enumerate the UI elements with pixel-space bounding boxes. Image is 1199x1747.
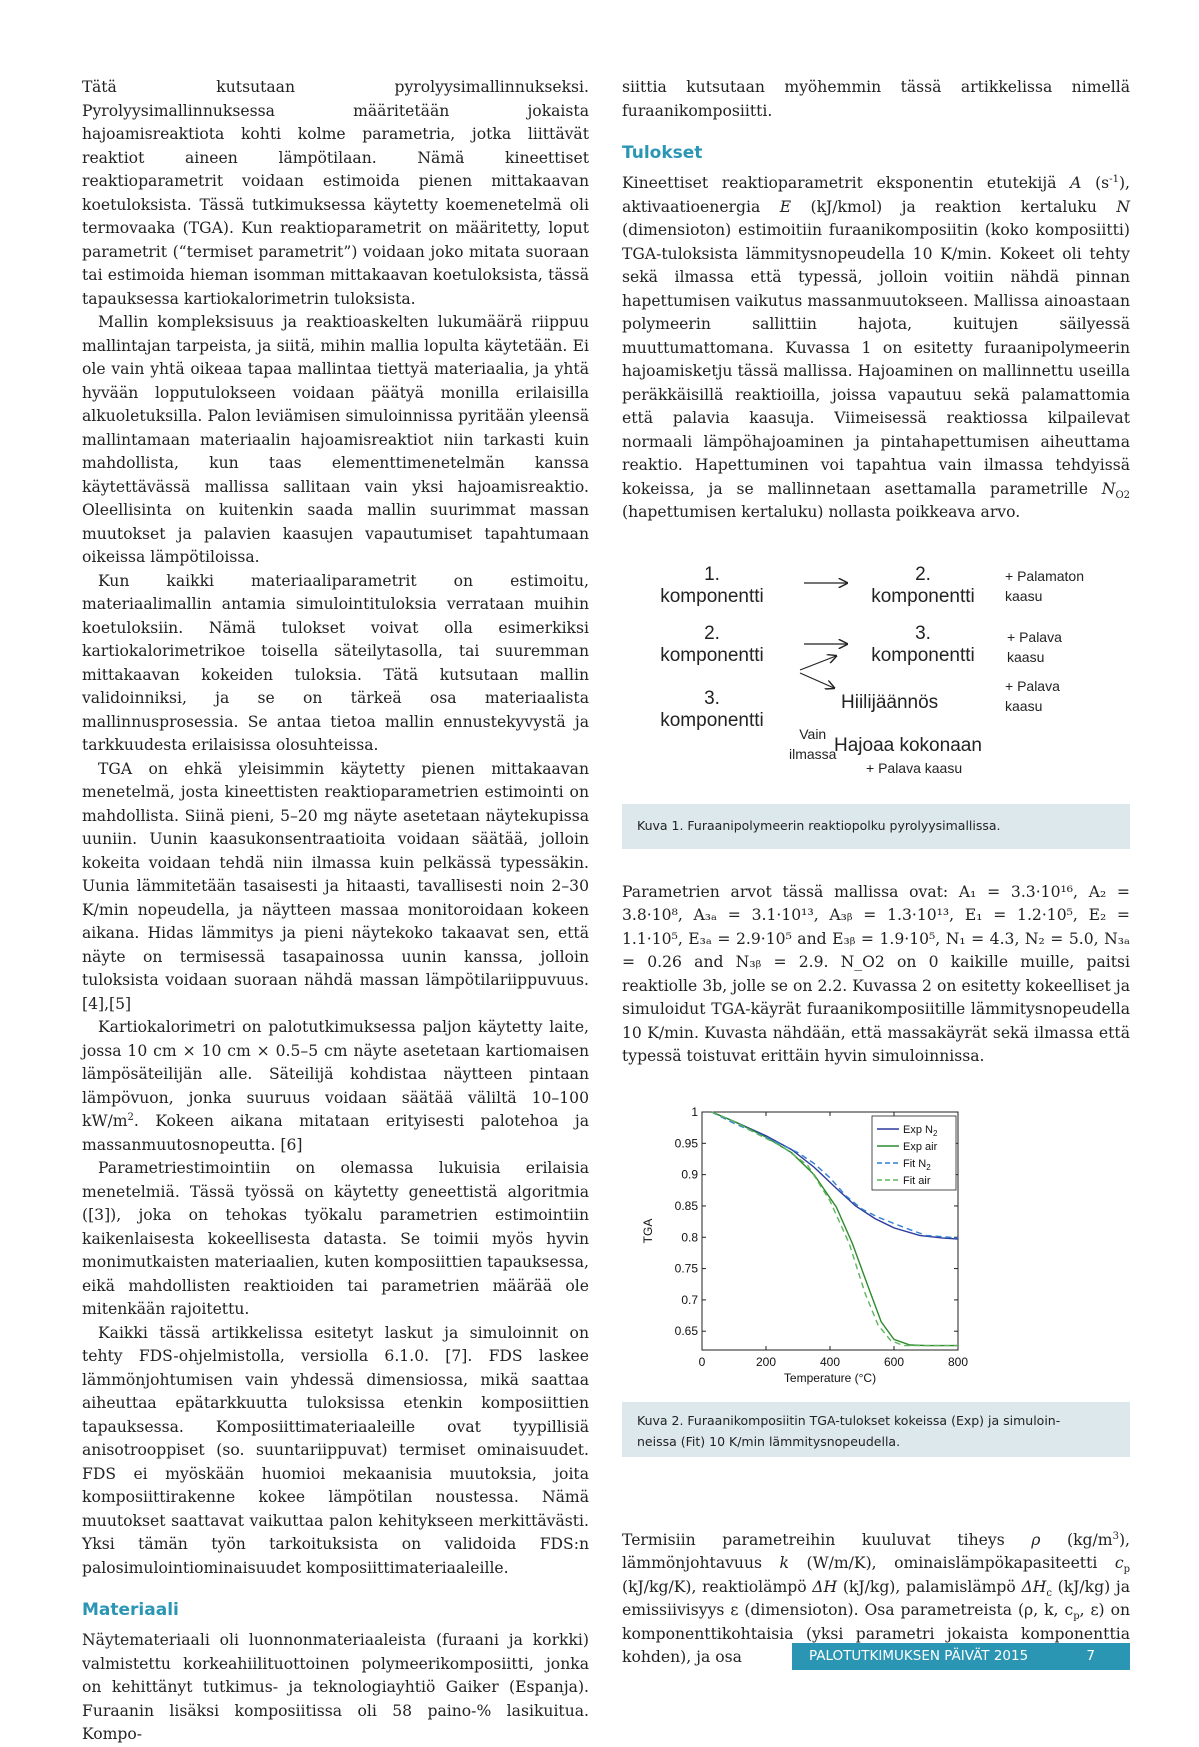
gas-label-flammable: + Palava kaasu (866, 760, 963, 776)
legend-label: Exp air (903, 1141, 938, 1153)
page-footer (792, 1643, 1130, 1670)
text: (hapettumisen kertaluku) nollasta poikkeava arvo. (622, 503, 1021, 521)
component-number: 3. (915, 623, 931, 644)
component-number: 1. (704, 564, 720, 585)
paragraph (82, 1016, 589, 1157)
reaction-path-diagram (622, 552, 1130, 776)
y-tick-label: 1 (691, 1105, 698, 1119)
gas-label-line: + Palava (1005, 678, 1060, 694)
subscript: p (1123, 1564, 1130, 1576)
component-word: komponentti (871, 645, 975, 666)
x-tick-label: 0 (698, 1355, 706, 1369)
arrow-3-to-full-decomposition (800, 673, 834, 688)
y-axis-label: TGA (641, 1218, 655, 1244)
x-axis-label: Temperature (°C) (783, 1371, 877, 1385)
text: (kJ/kg/K), reaktiolämpö (622, 1577, 813, 1596)
chart-svg (641, 1100, 1060, 1390)
symbol: ΔH (812, 1577, 838, 1596)
component-word: komponentti (660, 586, 764, 607)
legend-subscript: 2 (932, 1129, 938, 1138)
text: (W/m/K), ominaislämpökapasiteetti (789, 1554, 1115, 1572)
subscript: c (1046, 1587, 1052, 1599)
footer-page-number: 7 (1086, 1648, 1095, 1664)
superscript: 3 (1112, 1530, 1119, 1542)
paragraph: Kaikki tässä artikkelissa esitetyt laskut ja simuloinnit on tehty FDS-ohjelmistolla, versiolla 6.1.0. [7]. FDS laskee lämmönjohtumisen vain yhdessä dimensiossa, mikä saattaa aiheuttaa epätarkkuutta tuloksissa etenkin komposiittien tapauksessa. Komposiittimateriaaleille ovat tyypillisiä anisotrooppiset (so. suuntariippuvat) termiset ominaisuudet. FDS ei myöskään huomioi mekaanisia muutoksia, joita komposiittirakenne kokee lämpötilan noustessa. Nämä muutokset saattavat vaikuttaa palon kehitykseen merkittävästi. Yksi tämän työn tarkoituksista on validoida FDS:n palosimulointiominaisuudet komposiittimateriaaleille. (82, 1323, 589, 1577)
paragraph: TGA on ehkä yleisimmin käytetty pienen mittakaavan menetelmä, josta kineettisten reaktioparametrien estimointi on mahdollista. Siinä pieni, 5–20 mg näyte asetetaan näytekupissa uuniin. Uunin kaasukonsentraatioita voidaan säätää, jolloin kokeita voidaan tehdä niin ilmassa kuin pelkässä typessäkin. Uunia lämmitetään tasaisesti ja hitaasti, tavallisesti noin 2–30 K/min nopeudella, ja näytteen massaa monitoroidaan kokeen aikana. Hidas lämmitys ja pieni näytekoko takaavat sen, että näyte on termisessä tasapainossa uunin kanssa, jolloin tuloksista voidaan suoraan nähdä massan lämpötilariippuvuus. [4],[5] (82, 759, 589, 1013)
subscript: O2 (1115, 489, 1130, 501)
text: (kJ/kg) ja emissiivisyys ε (dimensioton). Osa parametreista (ρ, k, c (622, 1577, 1130, 1619)
symbol: c (1114, 1554, 1124, 1572)
label-line: Vain (799, 726, 827, 742)
tga-chart (641, 1100, 1060, 1390)
gas-label-line: kaasu (1005, 588, 1043, 604)
gas-label-line: kaasu (1005, 698, 1043, 714)
text: Kartiokalorimetri on palotutkimuksessa paljon käytetty laite, jossa 10 cm × 10 cm × 0.5–5 cm näyte asetetaan kartiomaisen lämpösäteilijän alle. Säteilijä kohdistaa näytteen pintaan lämpövuon, jonka suuruus voidaan säätää väliltä 10–100 kW/m (82, 1018, 589, 1130)
text: (dimensioton) estimoitiin furaanikomposiitin (koko komposiitti) TGA-tuloksista lämmitysnopeudella 10 K/min. Kokeet oli tehty sekä ilmassa että typessä, jolloin voitiin nähdä pinnan hapettumisen vaikutus massanmuutokseen. Mallissa ainoastaan polymeerin sallittiin hajota, kuitujen säilyessä muuttumattomana. Kuvassa 1 on esitetty furaanipolymeerin hajoamisketju tässä mallissa. Hajoaminen on mallinnettu useilla peräkkäisillä reaktioilla, joissa vapautuu sekä palamattomia että palavia kaasuja. Viimeisessä reaktiossa kilpailevat normaali lämpöhajoaminen ja pintahapettumisen aiheuttama reaktio. Hapettuminen voi tapahtua vain ilmassa tehdyissä kokeissa, ja se mallinnetaan asettamalla parametrille (622, 221, 1130, 498)
symbol: ρ (1031, 1530, 1041, 1549)
caption-line: Kuva 2. Furaanikomposiitin TGA-tulokset kokeissa (Exp) ja simuloin- (637, 1413, 1061, 1428)
paragraph: Tätä kutsutaan pyrolyysimallinnukseksi. Pyrolyysimallinnuksessa määritetään jokaista hajoamisreaktiota kohti kolme parametria, jotka liittävät reaktiot aineen lämpötilaan. Nämä kineettiset reaktioparametrit voidaan estimoida pienen mittakaavan koetuloksista. Tässä tutkimuksessa käytetty koemenetelmä oli termovaaka (TGA). Kun reaktioparametrit on määritetty, loput parametrit (“termiset parametrit”) voidaan joko mitata suoraan tai estimoida hieman isomman mittakaavan koetuloksista, tässä tapauksessa kartiokalorimetrin tuloksista. (82, 78, 589, 308)
gas-label-line: + Palamaton (1005, 568, 1084, 584)
text: (kg/m (1040, 1530, 1113, 1549)
gas-label-line: kaasu (1007, 649, 1045, 665)
only-in-air-label (789, 724, 836, 764)
component-2-label (622, 623, 802, 667)
gas-label-line: + Palava (1007, 629, 1062, 645)
y-tick-label: 0.9 (681, 1167, 698, 1182)
section-heading-tulokset: Tulokset (622, 143, 703, 163)
y-tick-label: 0.85 (674, 1198, 698, 1213)
component-number: 2. (704, 623, 720, 644)
component-2-label (848, 564, 998, 608)
gas-label-flammable (1007, 627, 1062, 667)
symbol: E (779, 197, 792, 216)
paragraph: Kun kaikki materiaaliparametrit on estimoitu, materiaalimallin antamia simulointituloksia verrataan muihin koetuloksiin. Nämä tulokset voivat olla esimerkiksi kartiokalorimetrikoe toisella säteilytasolla, tai suuremman mittakaavan kokeiden tuloksia. Tätä kutsutaan mallin validoinniksi, ja se on tärkeä osa materiaalista mallinnusprosessia. Se antaa tietoa mallin ennustekyvystä ja tarkkuudesta erilaisissa olosuhteissa. (82, 571, 589, 754)
component-word: komponentti (660, 645, 764, 666)
component-3-label (848, 623, 998, 667)
paragraph: siittia kutsutaan myöhemmin tässä artikkelissa nimellä furaanikomposiitti. (622, 78, 1130, 120)
char-residue-label: Hiilijäännös (841, 692, 939, 713)
text: ), aktivaatioenergia (622, 174, 1130, 216)
y-tick-label: 0.95 (674, 1136, 698, 1151)
y-tick-label: 0.65 (674, 1324, 698, 1339)
y-tick-label: 0.8 (681, 1230, 698, 1245)
figure-1-caption: Kuva 1. Furaanipolymeerin reaktiopolku pyrolyysimallissa. (622, 804, 1130, 849)
symbol: ΔH (1021, 1577, 1047, 1596)
paragraph: Näytemateriaali oli luonnonmateriaaleista (furaani ja korkki) valmistettu korkeahiilituottoinen polymeerikomposiitti, jonka on kehittänyt tutkimus- ja teknologiayhtiö Gaiker (Espanja). Furaanin lisäksi komposiitissa oli 58 paino-% lasikuitua. Kompo- (82, 1631, 589, 1743)
text: (s (1081, 174, 1110, 192)
full-decomposition-label: Hajoaa kokonaan (834, 735, 982, 756)
component-3-label (622, 688, 802, 732)
subscript: p (1073, 1611, 1080, 1623)
component-1-label (622, 564, 802, 608)
symbol: N (1101, 479, 1116, 498)
legend-label: Fit $N_2$ (903, 1158, 931, 1172)
component-word: komponentti (871, 586, 975, 607)
paragraph: Parametrien arvot tässä mallissa ovat: A₁ = 3.3·10¹⁶, A₂ = 3.8·10⁸, A₃ₐ = 3.1·10¹³, A₃ᵦ = 1.3·10¹³, E₁ = 1.2·10⁵, E₂ = 1.1·10⁵, E₃ₐ = 2.9·10⁵ and E₃ᵦ = 1.9·10⁵, N₁ = 4.3, N₂ = 5.0, N₃ₐ = 0.26 and N₃ᵦ = 2.9. N_O2 on 0 kaikille muille, paitsi reaktiolle 3b, jolle se on 2.2. Kuvassa 2 on esitetty kokeelliset ja simuloidut TGA-käyrät furaanikomposiitille lämmitysnopeudella 10 K/min. Kuvasta nähdään, että massakäyrät sekä ilmassa että typessä toistuvat erittäin hyvin simuloinnissa. (622, 882, 1130, 1065)
paragraph (622, 172, 1130, 525)
superscript: 2 (127, 1111, 134, 1123)
paragraph: Mallin kompleksisuus ja reaktioaskelten lukumäärä riippuu mallintajan tarpeista, ja siitä, mihin mallia lopulta käytetään. Ei ole vain yhtä oikeaa tapaa mallintaa tiettyä materiaalia, ja yhtä hyvään lopputulokseen voidaan päätyä monilla erilaisilla alkuoletuksilla. Palon leviämisen simuloinnissa pyritään yleensä mallintamaan materiaalin hajoamisreaktiot niin tarkasti kuin mahdollista, kun taas elementtimenetelmän kanssa käytettävässä mallissa sallitaan vain yksi hajoamisreaktio. Oleellisinta on kuitenkin saada mallin suurimmat massan muutokset ja palavien kaasujen vapautumiset tapahtumaan oikeissa lämpötiloissa. (82, 313, 589, 566)
y-tick-label: 0.75 (674, 1261, 698, 1276)
legend-label: Exp $N_2$ (903, 1124, 938, 1138)
text: (kJ/kg), palamislämpö (837, 1577, 1022, 1596)
component-word: komponentti (660, 710, 764, 731)
label-line: ilmassa (789, 746, 837, 762)
paragraph: Parametriestimointiin on olemassa lukuisia erilaisia menetelmiä. Tässä työssä on käytetty geneettistä algoritmia ([3]), joka on tehokas työkalu parametrien estimointiin kaikenlaisesta kokeellisesta datasta. Se toimii myös hyvin monimutkaisten materiaalien, kuten komposiittien tapauksessa, eikä mahdollisten reaktioiden tai parametrien määrää ole mitenkään rajoitettu. (82, 1159, 589, 1318)
left-column (82, 76, 589, 1747)
x-tick-label: 800 (947, 1355, 969, 1369)
figure-2-caption (622, 1402, 1130, 1457)
text: (kJ/kmol) ja reaktion kertaluku (791, 197, 1117, 216)
symbol: k (779, 1554, 789, 1572)
symbol: N (1116, 197, 1130, 216)
footer-journal-title: PALOTUTKIMUKSEN PÄIVÄT 2015 (809, 1648, 1029, 1664)
x-tick-label: 600 (883, 1355, 905, 1369)
arrow-3-to-char (800, 656, 836, 670)
gas-label-nonflammable (1005, 566, 1084, 606)
legend-subscript: 2 (926, 1163, 931, 1172)
text: Kineettiset reaktioparametrit eksponentin etutekijä (622, 174, 1071, 192)
text: . Kokeen aikana mitataan erityisesti palotehoa ja massanmuutosnopeutta. [6] (82, 1112, 589, 1154)
caption-line: neissa (Fit) 10 K/min lämmitysnopeudella. (637, 1434, 901, 1449)
text: Termisiin parametreihin kuuluvat tiheys (622, 1530, 1032, 1549)
component-number: 2. (915, 564, 931, 585)
section-heading-materiaali: Materiaali (82, 1600, 179, 1620)
x-tick-label: 400 (819, 1355, 841, 1369)
text: , ε) on komponenttikohtaisia (yksi parametri jokaista komponenttia kohden), ja osa (622, 1601, 1130, 1666)
y-tick-label: 0.7 (681, 1292, 698, 1307)
symbol: A (1070, 174, 1082, 192)
superscript: -1 (1109, 173, 1119, 185)
legend-label: Fit air (903, 1175, 931, 1187)
text: ), lämmönjohtavuus (622, 1530, 1130, 1572)
component-number: 3. (704, 688, 720, 709)
gas-label-flammable (1005, 676, 1060, 716)
x-tick-label: 200 (755, 1355, 777, 1369)
